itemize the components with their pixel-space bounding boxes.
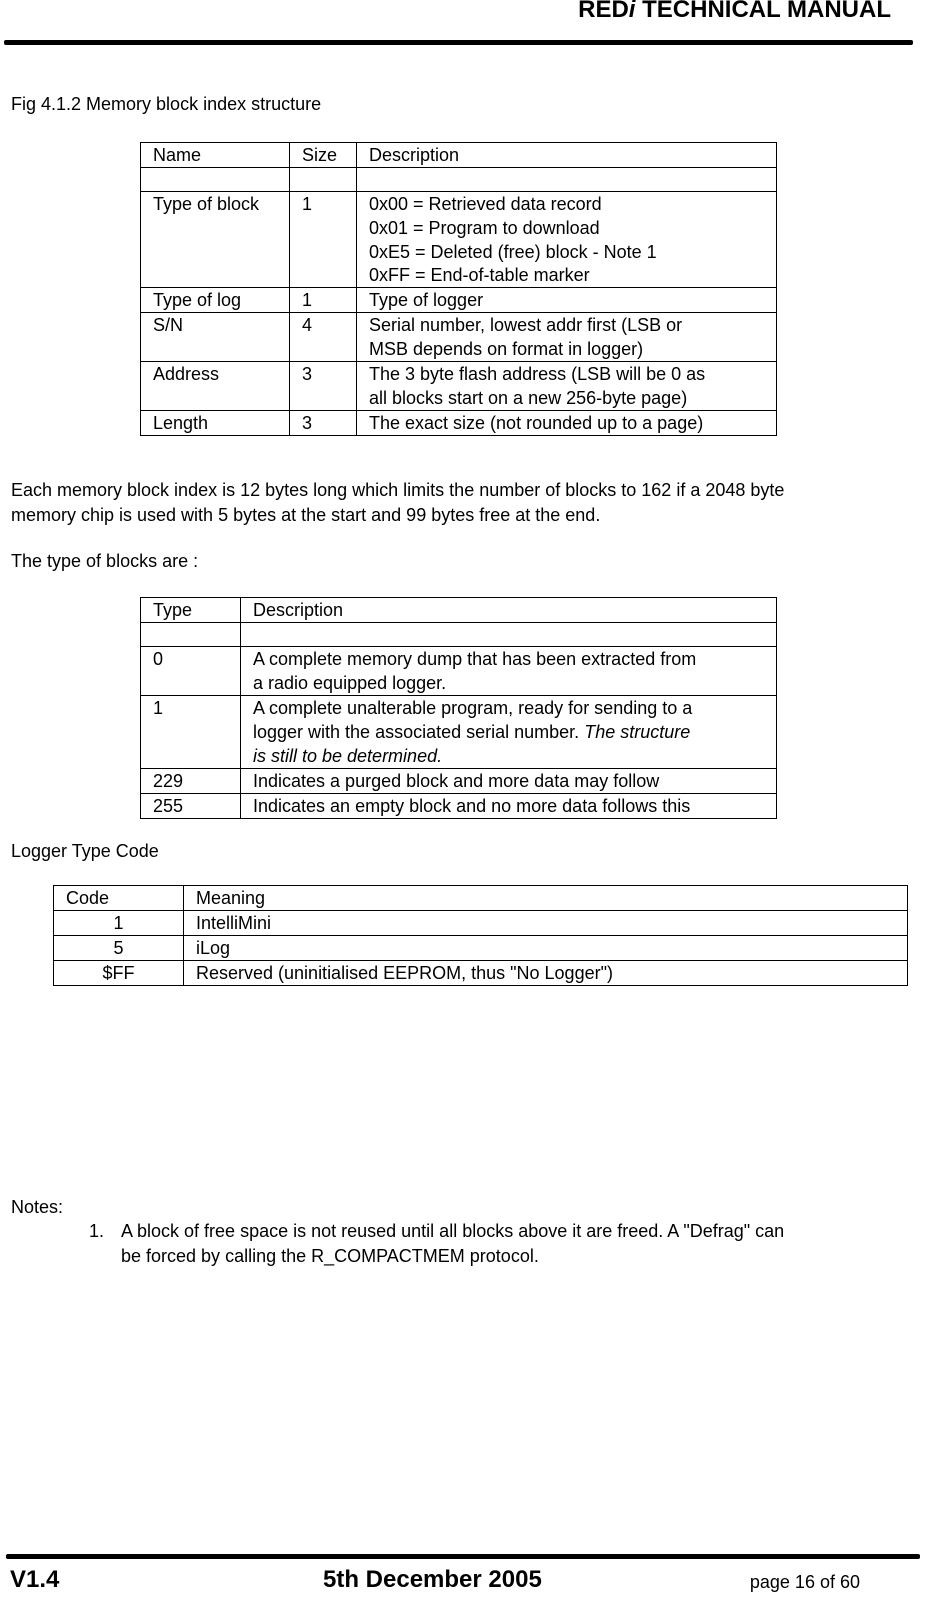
table-cell (141, 623, 241, 647)
table-cell: 255 (141, 794, 241, 819)
table-cell (357, 192, 777, 288)
header-rule (4, 40, 913, 45)
logger-type-table (53, 885, 908, 986)
table-cell: Address (141, 362, 290, 411)
note-line: A block of free space is not reused until all blocks above it are freed. A "Defrag" can (121, 1221, 785, 1241)
table-row (54, 961, 908, 986)
table-cell: iLog (184, 936, 908, 961)
desc-line: a radio equipped logger. (253, 673, 447, 693)
table-cell (241, 623, 777, 647)
note-text (121, 1219, 784, 1269)
desc-italic: The structure (584, 722, 691, 742)
table-cell (357, 313, 777, 362)
desc-line: Indicates an empty block and no more data follows this (253, 796, 691, 816)
table-header-cell: Description (241, 598, 777, 623)
table-cell: Type of block (141, 192, 290, 288)
table-cell: 3 (290, 362, 357, 411)
table-row (141, 623, 777, 647)
desc-italic-line: is still to be determined. (253, 746, 443, 766)
table-cell (141, 168, 290, 192)
desc-line: Serial number, lowest addr first (LSB or (369, 315, 683, 335)
table-cell (357, 411, 777, 436)
table-header-cell: Type (141, 598, 241, 623)
table-row (141, 647, 777, 696)
footer-rule (6, 1554, 920, 1559)
table-cell: 1 (141, 696, 241, 769)
table-cell (241, 769, 777, 794)
brand-italic: i (628, 0, 636, 23)
block-types-intro: The type of blocks are : (11, 551, 199, 571)
table-row (141, 192, 777, 288)
table-cell (290, 168, 357, 192)
table-header-cell: Meaning (184, 886, 908, 911)
table-cell: 229 (141, 769, 241, 794)
table-cell: Reserved (uninitialised EEPROM, thus "No Logger") (184, 961, 908, 986)
paragraph-line: memory chip is used with 5 bytes at the start and 99 bytes free at the end. (11, 505, 601, 525)
footer-date: 5th December 2005 (323, 1566, 542, 1593)
table-row (141, 168, 777, 192)
desc-line: The 3 byte flash address (LSB will be 0 as (369, 364, 706, 384)
header-title (578, 0, 891, 24)
desc-line: Indicates a purged block and more data may follow (253, 771, 660, 791)
table-cell: 5 (54, 936, 184, 961)
table-cell (357, 288, 777, 313)
table-cell: 1 (54, 911, 184, 936)
logger-type-heading: Logger Type Code (11, 841, 159, 861)
table-row (141, 288, 777, 313)
table-cell: Length (141, 411, 290, 436)
desc-line: A complete unalterable program, ready for sending to a (253, 698, 693, 718)
table-cell: 0 (141, 647, 241, 696)
note-line: be forced by calling the R_COMPACTMEM protocol. (121, 1246, 539, 1266)
table-row (141, 696, 777, 769)
table-row (141, 794, 777, 819)
table-row (54, 911, 908, 936)
desc-line: 0xFF = End-of-table marker (369, 265, 590, 285)
table-cell (241, 647, 777, 696)
brand-prefix: RED (578, 0, 629, 23)
table-cell: S/N (141, 313, 290, 362)
table-cell (357, 362, 777, 411)
desc-text: logger with the associated serial number. (253, 722, 580, 742)
table-header-cell: Description (357, 143, 777, 168)
desc-line: 0x01 = Program to download (369, 218, 600, 238)
table-row (141, 362, 777, 411)
notes-heading: Notes: (11, 1197, 64, 1217)
table-row (141, 411, 777, 436)
desc-line: A complete memory dump that has been extracted from (253, 649, 697, 669)
table-row (141, 769, 777, 794)
header-title-rest: TECHNICAL MANUAL (635, 0, 891, 23)
desc-line: Type of logger (369, 290, 484, 310)
table-header-cell: Name (141, 143, 290, 168)
table-cell: $FF (54, 961, 184, 986)
table-cell: 3 (290, 411, 357, 436)
desc-line: The exact size (not rounded up to a page) (369, 413, 704, 433)
table-cell: 1 (290, 288, 357, 313)
desc-line (253, 720, 776, 744)
table-cell (241, 696, 777, 769)
desc-line: 0x00 = Retrieved data record (369, 194, 602, 214)
paragraph-line: Each memory block index is 12 bytes long which limits the number of blocks to 162 if a 2048 byte (11, 480, 785, 500)
note-number: 1. (89, 1221, 105, 1241)
table-cell: IntelliMini (184, 911, 908, 936)
table-cell (357, 168, 777, 192)
table-row (54, 936, 908, 961)
footer-version: V1.4 (10, 1566, 60, 1593)
memory-block-index-table (140, 142, 777, 436)
table-cell: 1 (290, 192, 357, 288)
fig-caption: Fig 4.1.2 Memory block index structure (11, 94, 322, 114)
desc-line: MSB depends on format in logger) (369, 339, 644, 359)
table-header-row (141, 143, 777, 168)
table-cell: Type of log (141, 288, 290, 313)
table-row (141, 313, 777, 362)
block-types-table (140, 597, 777, 819)
table-header-cell: Code (54, 886, 184, 911)
desc-line: all blocks start on a new 256-byte page) (369, 388, 688, 408)
table-cell: 4 (290, 313, 357, 362)
table-header-row (141, 598, 777, 623)
desc-line: 0xE5 = Deleted (free) block - Note 1 (369, 242, 657, 262)
table-cell (241, 794, 777, 819)
footer-page-number: page 16 of 60 (749, 1572, 860, 1592)
block-index-paragraph (11, 478, 911, 528)
table-header-row (54, 886, 908, 911)
table-header-cell: Size (290, 143, 357, 168)
